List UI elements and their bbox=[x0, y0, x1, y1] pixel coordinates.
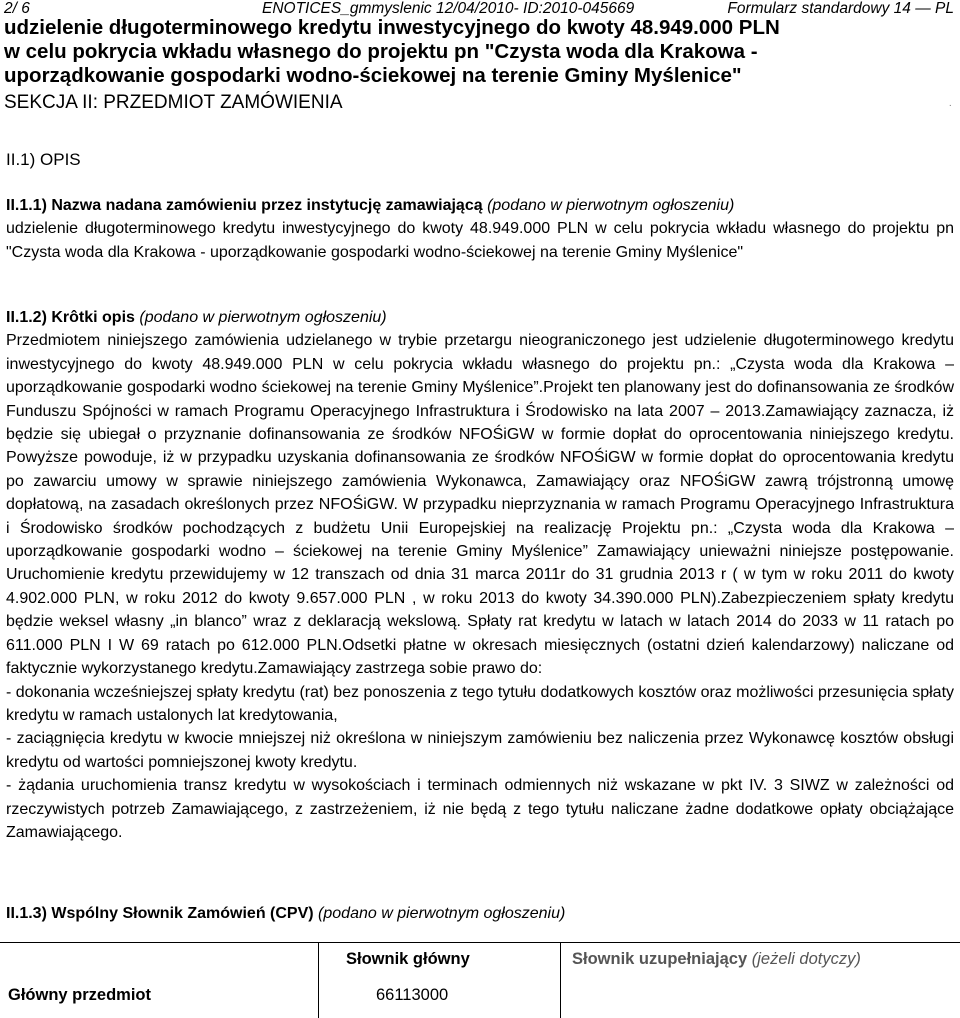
short-description-note: (podano w pierwotnym ogłoszeniu) bbox=[139, 309, 387, 326]
description-paragraph: - dokonania wcześniejszej spłaty kredytu (rat) bez ponoszenia z tego tytułu dodatkowych kosztów oraz możliwości przesunięcia spłaty kredytu w ramach ustalonych lat kredytowania, bbox=[6, 683, 955, 724]
table-top-border bbox=[0, 942, 960, 943]
margin-mark: · bbox=[948, 100, 952, 111]
title-line: uporządkowanie gospodarki wodno-ściekowej na terenie Gminy Myślenice" bbox=[4, 64, 742, 87]
notice-reference: ENOTICES_gmmyslenic 12/04/2010- ID:2010-045669 bbox=[262, 0, 635, 17]
cpv-main-header: Słownik główny bbox=[346, 950, 470, 968]
table-column-divider bbox=[560, 942, 561, 1018]
contract-name-text: udzielenie długoterminowego kredytu inwestycyjnego do kwoty 48.949.000 PLN w celu pokrycia wkładu własnego do projektu pn "Czysta woda dla Krakowa - uporządkowanie gospodarki wodno-ściekowej na terenie Gminy Myślenice" bbox=[6, 220, 954, 261]
cpv-label: II.1.3) Wspólny Słownik Zamówień (CPV) bbox=[6, 905, 314, 922]
section-heading: SEKCJA II: PRZEDMIOT ZAMÓWIENIA bbox=[4, 91, 364, 115]
short-description-block bbox=[6, 306, 954, 844]
description-paragraph: - żądania uruchomienia transz kredytu w wysokościach i terminach odmiennych niż wskazane w pkt IV. 3 SIWZ w zależności od rzeczywistych potrzeb Zamawiającego, z zastrzeżeniem, iż nie będą z tego tytułu naliczane żadne dodatkowe opłaty obciążające Zamawiającego. bbox=[6, 777, 954, 841]
description-paragraph: - zaciągnięcia kredytu w kwocie mniejszej niż określona w niniejszym zamówieniu bez naliczenia przez Wykonawcę kosztów obsługi kredytu od wartości pomniejszonej kwoty kredytu. bbox=[6, 730, 954, 771]
cpv-row-label: Główny przedmiot bbox=[8, 986, 152, 1004]
opis-heading: II.1) OPIS bbox=[6, 150, 81, 169]
contract-name-label: II.1.1) Nazwa nadana zamówieniu przez instytucję zamawiającą bbox=[6, 197, 483, 214]
title-line: udzielenie długoterminowego kredytu inwestycyjnego do kwoty 48.949.000 PLN bbox=[4, 16, 780, 39]
cpv-note: (podano w pierwotnym ogłoszeniu) bbox=[318, 905, 566, 922]
cpv-supp-header: Słownik uzupełniający bbox=[572, 950, 748, 968]
notice-title bbox=[4, 16, 954, 98]
contract-name-note: (podano w pierwotnym ogłoszeniu) bbox=[487, 197, 735, 214]
page-number: 2/ 6 bbox=[4, 0, 30, 17]
cpv-code: 66113000 bbox=[376, 986, 449, 1004]
contract-name-block bbox=[6, 194, 954, 264]
short-description-label: II.1.2) Krôtki opis bbox=[6, 309, 135, 326]
title-line: w celu pokrycia wkładu własnego do projektu pn "Czysta woda dla Krakowa - bbox=[4, 40, 758, 63]
cpv-supp-note: (jeżeli dotyczy) bbox=[751, 950, 861, 968]
cpv-heading bbox=[6, 902, 954, 925]
description-paragraph: Przedmiotem niniejszego zamówienia udzielanego w trybie przetargu nieograniczonego jest udzielenie długoterminowego kredytu inwestycyjnego do kwoty 48.949.000 PLN w celu pokrycia wkładu własnego do projektu pn.: „Czysta woda dla Krakowa – uporządkowanie gospodarki wodno ściekowej na terenie Gminy Myślenice”.Projekt ten planowany jest do dofinansowania ze środków Funduszu Spójności w ramach Programu Operacyjnego Infrastruktura i Środowisko na lata 2007 – 2013.Zamawiający zaznacza, iż będzie się ubiegał o przyznanie dofinansowania ze środków NFOŚiGW w formie dopłat do oprocentowania niniejszego kredytu. Powyższe powoduje, iż w przypadku uzyskania dofinansowania ze środków NFOŚiGW w formie dopłat do oprocentowania kredytu po zawarciu umowy w sprawie niniejszego zamówienia Wykonawca, Zamawiający oraz NFOŚiGW zawrą trójstronną umowę dopłatową, na zasadach określonych przez NFOŚiGW. W przypadku nieprzyznania w ramach Programu Operacyjnego Infrastruktura i Środowisko środków pochodzących z budżetu Unii Europejskiej na realizację Projektu pn.: „Czysta woda dla Krakowa – uporządkowanie gospodarki wodno – ściekowej na terenie Gminy Myślenice” Zamawiający unieważni niniejsze postępowanie. Uruchomienie kredytu przewidujemy w 12 transzach od dnia 31 marca 2011r do 31 grudnia 2013 r ( w tym w roku 2011 do kwoty 4.902.000 PLN, w roku 2012 do kwoty 9.657.000 PLN , w roku 2013 do kwoty 34.390.000 PLN).Zabezpieczeniem spłaty kredytu będzie weksel własny „in blanco” wraz z deklaracją wekslową. Spłaty rat kredytu w latach w latach 2014 do 2033 w 11 ratach po 611.000 PLN I W 69 ratach po 612.000 PLN.Odsetki płatne w okresach miesięcznych (ostatni dzień kalendarzowy) naliczane od faktycznie wykorzystanego kredytu.Zamawiający zastrzega sobie prawo do: bbox=[6, 332, 954, 678]
table-column-divider bbox=[318, 942, 319, 1018]
cpv-table bbox=[0, 942, 960, 1018]
form-name: Formularz standardowy 14 — PL bbox=[727, 0, 954, 17]
